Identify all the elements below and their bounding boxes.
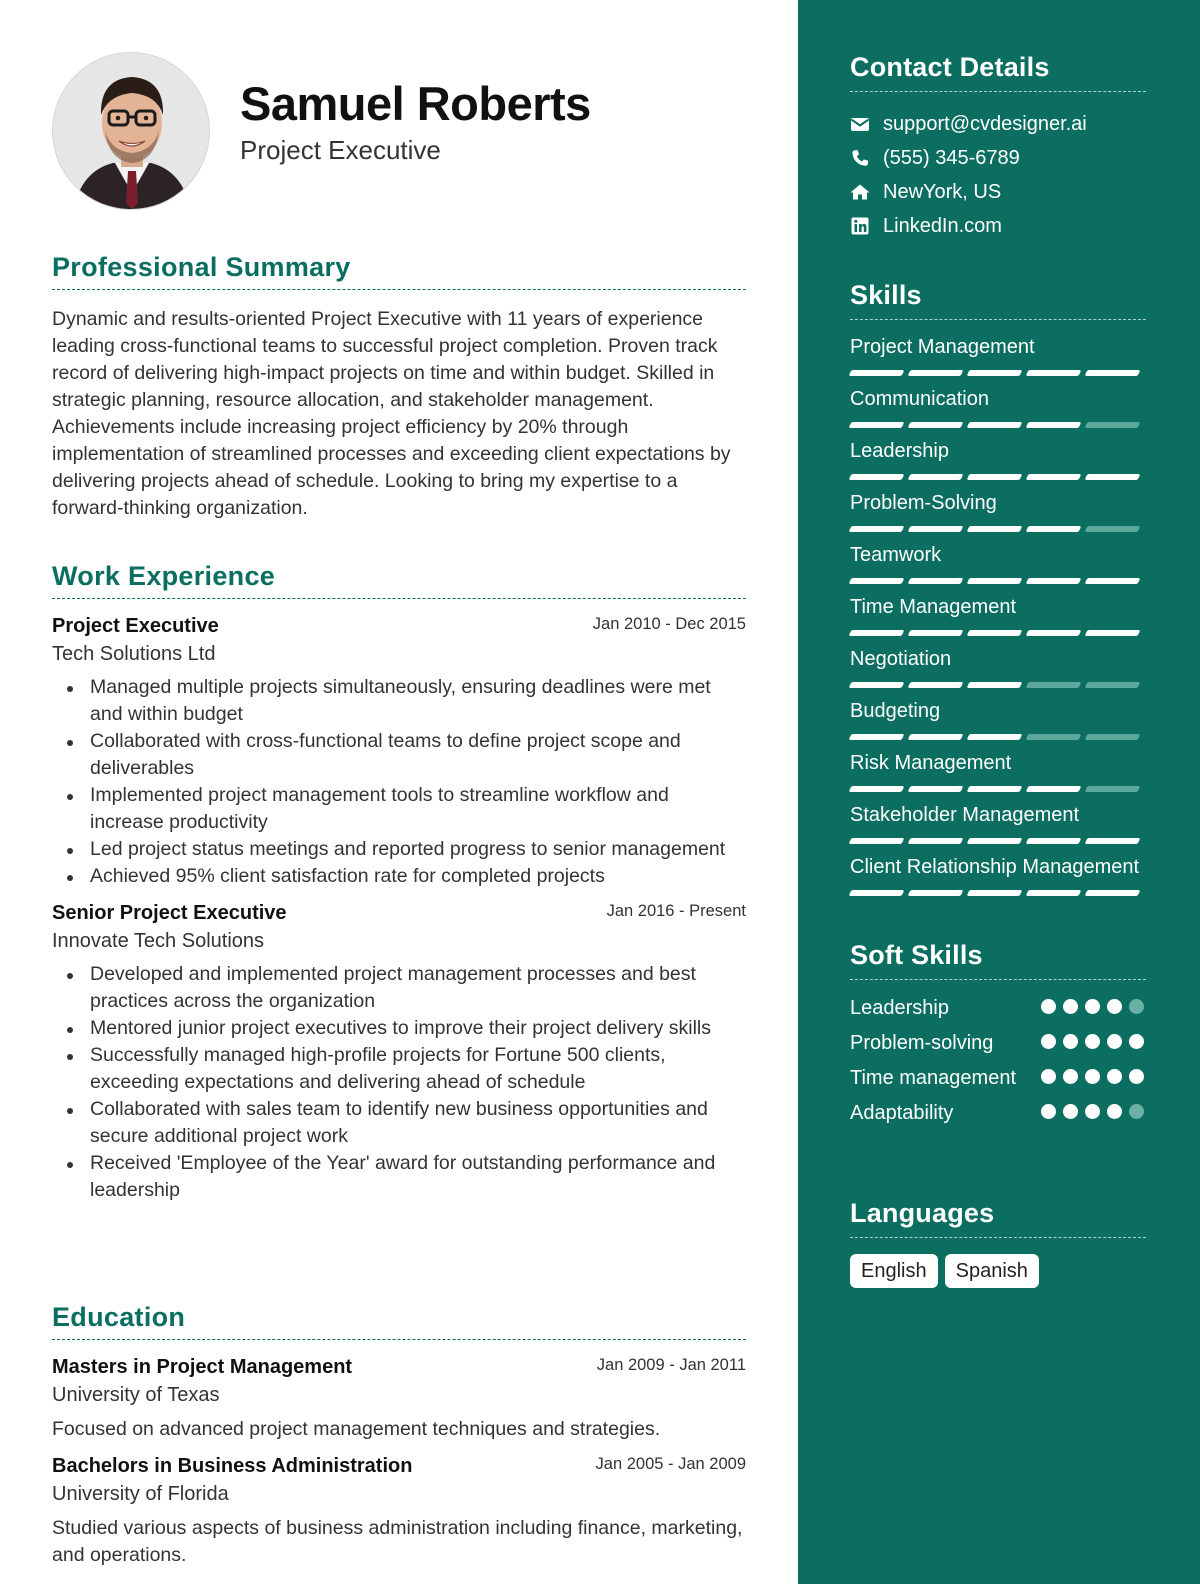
rating-dot xyxy=(1107,1069,1122,1084)
education-dates: Jan 2009 - Jan 2011 xyxy=(596,1356,746,1374)
skill-level-meter xyxy=(850,630,1146,636)
education-entry xyxy=(52,1356,746,1443)
job-bullet: Led project status meetings and reported progress to senior management xyxy=(52,836,746,863)
skill-level-segment xyxy=(908,370,964,376)
skill-name: Negotiation xyxy=(850,648,952,670)
skill-level-segment xyxy=(908,734,964,740)
skill-item xyxy=(850,646,1146,688)
skill-level-segment xyxy=(908,526,964,532)
rating-dot xyxy=(1063,999,1078,1014)
skill-level-segment xyxy=(967,890,1023,896)
skill-name: Time Management xyxy=(850,596,1016,618)
skill-item xyxy=(850,386,1146,428)
contact-location-text: NewYork, US xyxy=(883,181,1002,203)
rating-dot xyxy=(1085,1069,1100,1084)
education-section xyxy=(52,1302,746,1581)
main-column xyxy=(52,0,746,1584)
contact-phone[interactable] xyxy=(850,141,1146,175)
skill-level-segment xyxy=(967,630,1023,636)
contact-phone-text: (555) 345-6789 xyxy=(883,147,1020,169)
skill-item xyxy=(850,542,1146,584)
skill-level-segment xyxy=(1026,786,1082,792)
soft-skills-section xyxy=(850,940,1146,1135)
education-degree: Masters in Project Management xyxy=(52,1356,353,1378)
skill-level-segment xyxy=(967,370,1023,376)
skill-name: Teamwork xyxy=(850,544,942,566)
rating-dot xyxy=(1041,1104,1056,1119)
education-degree: Bachelors in Business Administration xyxy=(52,1455,413,1477)
contact-location xyxy=(850,175,1146,209)
skill-level-segment xyxy=(1026,578,1082,584)
soft-skills-heading: Soft Skills xyxy=(850,940,1146,980)
skill-level-segment xyxy=(1085,370,1141,376)
skill-item xyxy=(850,334,1146,376)
soft-skill-name: Leadership xyxy=(850,997,949,1019)
rating-dot xyxy=(1041,999,1056,1014)
job-bullet: Developed and implemented project management processes and best practices across the organization xyxy=(52,961,746,1015)
skill-level-meter xyxy=(850,526,1146,532)
skill-level-meter xyxy=(850,422,1146,428)
skill-level-segment xyxy=(1026,422,1082,428)
skill-level-segment xyxy=(849,682,905,688)
rating-dot xyxy=(1085,1104,1100,1119)
skill-level-segment xyxy=(908,474,964,480)
summary-heading: Professional Summary xyxy=(52,252,746,290)
contact-email-text: support@cvdesigner.ai xyxy=(883,113,1087,135)
skill-name: Client Relationship Management xyxy=(850,856,1140,878)
skill-level-meter xyxy=(850,370,1146,376)
skill-level-segment xyxy=(1085,630,1141,636)
phone-icon xyxy=(850,149,870,167)
skill-name: Risk Management xyxy=(850,752,1012,774)
skill-item xyxy=(850,854,1146,896)
soft-skill-name: Problem-solving xyxy=(850,1032,994,1054)
skill-level-segment xyxy=(1026,838,1082,844)
skill-level-meter xyxy=(850,474,1146,480)
soft-skill-item xyxy=(850,1100,1146,1135)
skill-level-segment xyxy=(849,370,905,376)
rating-dot xyxy=(1063,1034,1078,1049)
skill-level-segment xyxy=(1085,526,1141,532)
job-entry xyxy=(52,615,746,890)
skill-level-segment xyxy=(908,838,964,844)
skill-item xyxy=(850,802,1146,844)
skills-section xyxy=(850,280,1146,906)
job-bullet: Collaborated with cross-functional teams to define project scope and deliverables xyxy=(52,728,746,782)
skill-level-meter xyxy=(850,682,1146,688)
skill-level-segment xyxy=(1026,682,1082,688)
skill-level-segment xyxy=(849,578,905,584)
skill-level-segment xyxy=(1026,370,1082,376)
skill-name: Communication xyxy=(850,388,989,410)
skill-level-meter xyxy=(850,890,1146,896)
job-role: Senior Project Executive xyxy=(52,902,287,924)
skill-level-segment xyxy=(1085,422,1141,428)
candidate-title: Project Executive xyxy=(240,135,441,165)
soft-skills-list xyxy=(850,995,1146,1135)
languages-section xyxy=(850,1198,1146,1288)
skill-level-segment xyxy=(1026,890,1082,896)
soft-skill-item xyxy=(850,1030,1146,1065)
skill-level-segment xyxy=(908,578,964,584)
soft-skill-rating xyxy=(1041,999,1144,1014)
rating-dot xyxy=(1041,1069,1056,1084)
skill-level-segment xyxy=(1026,630,1082,636)
skill-level-segment xyxy=(908,630,964,636)
language-chip: English xyxy=(850,1254,938,1288)
skill-level-segment xyxy=(849,786,905,792)
rating-dot xyxy=(1063,1069,1078,1084)
job-dates: Jan 2016 - Present xyxy=(606,902,746,920)
job-company: Tech Solutions Ltd xyxy=(52,643,216,665)
skill-item xyxy=(850,750,1146,792)
education-school: University of Texas xyxy=(52,1384,220,1406)
experience-heading: Work Experience xyxy=(52,561,746,599)
rating-dot xyxy=(1129,1069,1144,1084)
skill-level-segment xyxy=(849,890,905,896)
job-bullets xyxy=(52,961,746,1204)
skill-level-segment xyxy=(1085,734,1141,740)
skill-level-segment xyxy=(1026,474,1082,480)
skill-level-segment xyxy=(1085,474,1141,480)
skill-level-segment xyxy=(1026,526,1082,532)
experience-section xyxy=(52,561,746,1216)
soft-skill-name: Adaptability xyxy=(850,1102,954,1124)
skill-level-segment xyxy=(1026,734,1082,740)
skill-item xyxy=(850,698,1146,740)
candidate-name: Samuel Roberts xyxy=(240,77,591,130)
job-bullet: Collaborated with sales team to identify new business opportunities and secure additional project work xyxy=(52,1096,746,1150)
skill-level-segment xyxy=(967,526,1023,532)
rating-dot xyxy=(1107,1034,1122,1049)
skill-name: Problem-Solving xyxy=(850,492,997,514)
sidebar xyxy=(798,0,1200,1584)
profile-photo xyxy=(53,53,210,210)
job-bullet: Mentored junior project executives to improve their project delivery skills xyxy=(52,1015,746,1042)
skill-level-segment xyxy=(908,786,964,792)
skill-level-segment xyxy=(967,682,1023,688)
job-bullet: Successfully managed high-profile projects for Fortune 500 clients, exceeding expectations and delivering ahead of schedule xyxy=(52,1042,746,1096)
skill-level-meter xyxy=(850,786,1146,792)
skill-level-meter xyxy=(850,734,1146,740)
skill-item xyxy=(850,490,1146,532)
skill-level-segment xyxy=(1085,838,1141,844)
skill-level-segment xyxy=(967,578,1023,584)
skill-level-segment xyxy=(849,630,905,636)
rating-dot xyxy=(1129,1104,1144,1119)
skill-item xyxy=(850,438,1146,480)
soft-skill-item xyxy=(850,995,1146,1030)
job-bullet: Implemented project management tools to streamline workflow and increase productivity xyxy=(52,782,746,836)
home-icon xyxy=(850,183,870,201)
skill-level-segment xyxy=(908,890,964,896)
language-chip: Spanish xyxy=(945,1254,1039,1288)
contact-heading: Contact Details xyxy=(850,52,1146,92)
job-company: Innovate Tech Solutions xyxy=(52,930,265,952)
skill-level-segment xyxy=(908,682,964,688)
contact-section xyxy=(850,52,1146,243)
contact-linkedin-text: LinkedIn.com xyxy=(883,215,1002,237)
education-school: University of Florida xyxy=(52,1483,229,1505)
soft-skill-rating xyxy=(1041,1069,1144,1084)
skill-level-segment xyxy=(849,838,905,844)
soft-skill-item xyxy=(850,1065,1146,1100)
skill-item xyxy=(850,594,1146,636)
languages-list xyxy=(850,1254,1146,1288)
skill-level-segment xyxy=(849,526,905,532)
education-heading: Education xyxy=(52,1302,746,1340)
job-role: Project Executive xyxy=(52,615,219,637)
languages-heading: Languages xyxy=(850,1198,1146,1238)
job-bullet: Achieved 95% client satisfaction rate for completed projects xyxy=(52,863,746,890)
skill-level-segment xyxy=(1085,890,1141,896)
envelope-icon xyxy=(850,115,870,133)
contact-email[interactable] xyxy=(850,107,1146,141)
soft-skill-rating xyxy=(1041,1034,1144,1049)
skill-name: Budgeting xyxy=(850,700,941,722)
avatar xyxy=(52,52,210,210)
job-bullets xyxy=(52,674,746,890)
skill-level-segment xyxy=(849,734,905,740)
education-dates: Jan 2005 - Jan 2009 xyxy=(595,1455,746,1473)
rating-dot xyxy=(1129,1034,1144,1049)
rating-dot xyxy=(1085,999,1100,1014)
skill-level-segment xyxy=(967,786,1023,792)
skill-level-segment xyxy=(1085,786,1141,792)
education-description: Focused on advanced project management techniques and strategies. xyxy=(52,1418,661,1440)
skills-list xyxy=(850,334,1146,896)
rating-dot xyxy=(1085,1034,1100,1049)
skill-level-segment xyxy=(967,734,1023,740)
job-dates: Jan 2010 - Dec 2015 xyxy=(592,615,746,633)
skill-level-segment xyxy=(908,422,964,428)
rating-dot xyxy=(1107,999,1122,1014)
education-description: Studied various aspects of business administration including finance, marketing, and operations. xyxy=(52,1517,743,1566)
skill-level-segment xyxy=(967,474,1023,480)
skill-level-meter xyxy=(850,838,1146,844)
linkedin-icon xyxy=(850,217,870,235)
rating-dot xyxy=(1129,999,1144,1014)
skill-level-segment xyxy=(849,474,905,480)
summary-text: Dynamic and results-oriented Project Executive with 11 years of experience leading cross-functional teams to successful project completion. Proven track record of delivering high-impact projects on time and within budget. Skilled in strategic planning, resource allocation, and stakeholder management. Achievements include increasing project efficiency by 20% through implementation of streamlined processes and exceeding client expectations by delivering projects ahead of schedule. Looking to bring my expertise to a forward-thinking organization. xyxy=(52,308,731,519)
skill-name: Leadership xyxy=(850,440,949,462)
job-bullet: Managed multiple projects simultaneously, ensuring deadlines were met and within budget xyxy=(52,674,746,728)
education-entry xyxy=(52,1455,746,1569)
contact-linkedin[interactable] xyxy=(850,209,1146,243)
skill-level-segment xyxy=(849,422,905,428)
skill-level-segment xyxy=(967,422,1023,428)
job-bullet: Received 'Employee of the Year' award for outstanding performance and leadership xyxy=(52,1150,746,1204)
skill-level-segment xyxy=(1085,682,1141,688)
soft-skill-rating xyxy=(1041,1104,1144,1119)
soft-skill-name: Time management xyxy=(850,1067,1016,1089)
skill-level-meter xyxy=(850,578,1146,584)
skills-heading: Skills xyxy=(850,280,1146,320)
skill-name: Project Management xyxy=(850,336,1035,358)
rating-dot xyxy=(1063,1104,1078,1119)
summary-section xyxy=(52,252,746,522)
rating-dot xyxy=(1107,1104,1122,1119)
job-entry xyxy=(52,902,746,1204)
skill-name: Stakeholder Management xyxy=(850,804,1080,826)
skill-level-segment xyxy=(1085,578,1141,584)
resume-header xyxy=(52,52,746,212)
skill-level-segment xyxy=(967,838,1023,844)
rating-dot xyxy=(1041,1034,1056,1049)
